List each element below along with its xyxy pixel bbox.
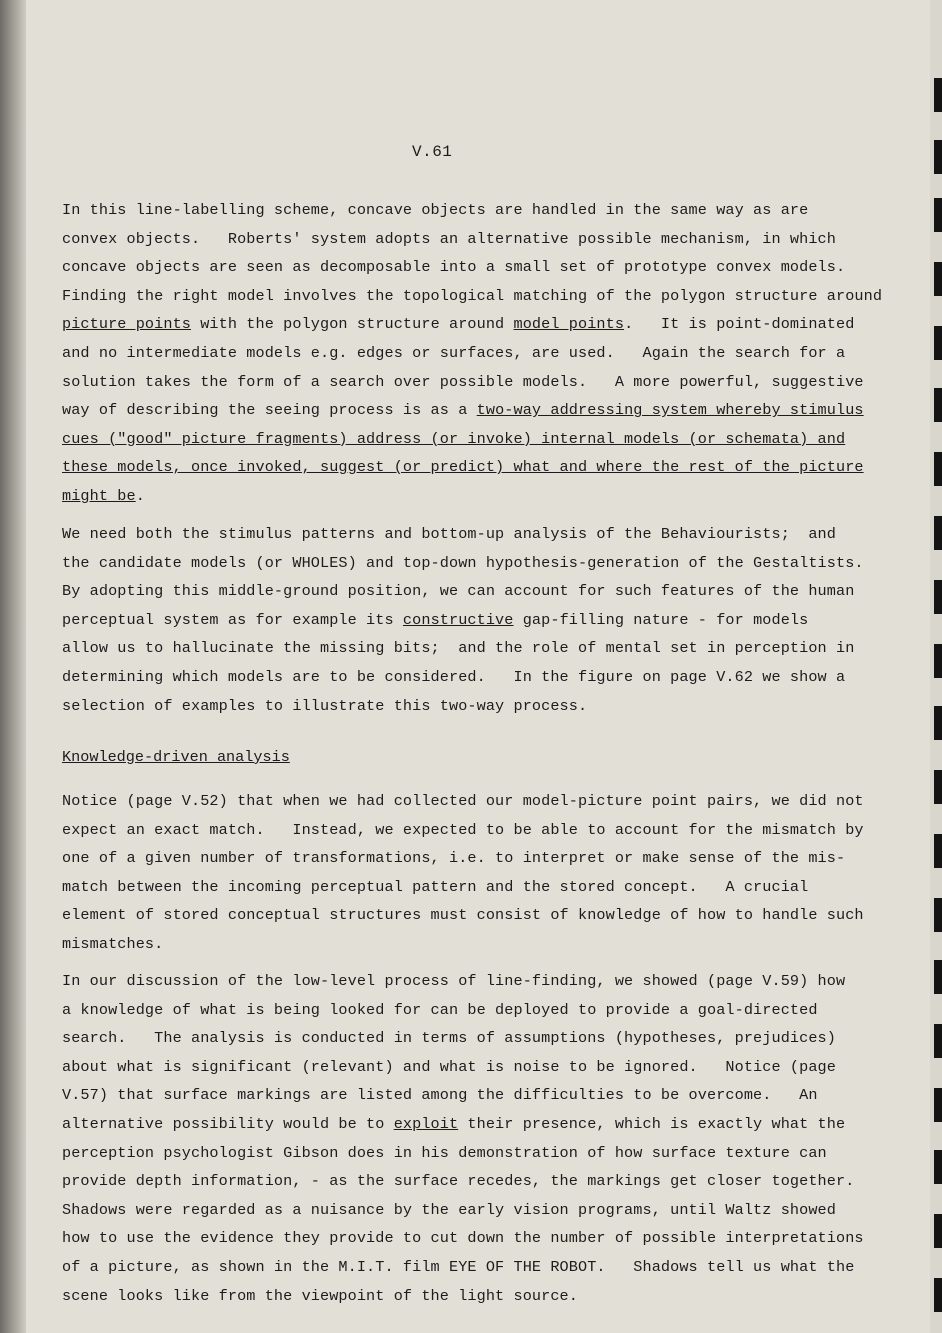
paragraph-mismatch <box>62 787 892 959</box>
index-tab <box>934 262 942 296</box>
paragraph-line-labelling <box>62 196 892 511</box>
text-line: might be. <box>62 486 145 505</box>
index-tabs <box>930 0 942 1333</box>
text-line: element of stored conceptual structures must consist of knowledge of how to handle such <box>62 906 864 925</box>
page-number: V.61 <box>412 143 453 161</box>
text-line <box>62 453 892 482</box>
text-line: V.57) that surface markings are listed among the difficulties to be overcome. An <box>62 1086 818 1105</box>
text-line: selection of examples to illustrate this two-way process. <box>62 696 588 715</box>
text-line: convex objects. Roberts' system adopts an alternative possible mechanism, in which <box>62 229 836 248</box>
text-line: how to use the evidence they provide to cut down the number of possible interpretations <box>62 1229 864 1248</box>
text-line: search. The analysis is conducted in terms of assumptions (hypotheses, prejudices) <box>62 1029 836 1048</box>
text-line: allow us to hallucinate the missing bits; and the role of mental set in perception in <box>62 639 855 658</box>
text-line: mismatches. <box>62 934 164 953</box>
text-line: of a picture, as shown in the M.I.T. film EYE OF THE ROBOT. Shadows tell us what the <box>62 1257 855 1276</box>
paragraph-middle-ground <box>62 520 892 720</box>
text-line: Shadows were regarded as a nuisance by the early vision programs, until Waltz showed <box>62 1200 836 1219</box>
text-line: the candidate models (or WHOLES) and top-down hypothesis-generation of the Gestaltists. <box>62 553 864 572</box>
text-line: concave objects are seen as decomposable into a small set of prototype convex models. <box>62 258 846 277</box>
index-tab <box>934 326 942 360</box>
index-tab <box>934 140 942 174</box>
binding-edge <box>0 0 26 1333</box>
index-tab <box>934 770 942 804</box>
underlined-phrase: exploit <box>393 1114 459 1133</box>
underlined-phrase: picture points <box>62 315 191 334</box>
index-tab <box>934 644 942 678</box>
underlined-phrase: two-way addressing system whereby stimulus <box>476 401 864 420</box>
index-tab <box>934 580 942 614</box>
underlined-phrase: constructive <box>402 610 514 629</box>
text-line: scene looks like from the viewpoint of the light source. <box>62 1286 578 1305</box>
text-line: picture points with the polygon structure around model points. It is point-dominated <box>62 315 855 334</box>
text-line: way of describing the seeing process is as a two-way addressing system whereby stimulus <box>62 401 864 420</box>
text-line: and no intermediate models e.g. edges or surfaces, are used. Again the search for a <box>62 343 846 362</box>
text-line: about what is significant (relevant) and what is noise to be ignored. Notice (page <box>62 1057 836 1076</box>
text-line: In our discussion of the low-level process of line-finding, we showed (page V.59) how <box>62 972 846 990</box>
section-heading: Knowledge-driven analysis <box>62 748 290 766</box>
index-tab <box>934 1150 942 1184</box>
index-tab <box>934 198 942 232</box>
index-tab <box>934 706 942 740</box>
text-line: a knowledge of what is being looked for can be deployed to provide a goal-directed <box>62 1000 818 1019</box>
text-line: perception psychologist Gibson does in his demonstration of how surface texture can <box>62 1143 827 1162</box>
underlined-phrase: model points <box>513 315 625 334</box>
text-line: determining which models are to be considered. In the figure on page V.62 we show a <box>62 667 846 686</box>
paragraph-low-level <box>62 967 892 1310</box>
underlined-phrase: these models, once invoked, suggest (or predict) what and where the rest of the picture <box>62 458 864 477</box>
text-line: provide depth information, - as the surface recedes, the markings get closer together. <box>62 1172 855 1191</box>
underlined-phrase: cues ("good" picture fragments) address (or invoke) internal models (or schemata) and <box>62 429 846 448</box>
text-line <box>62 425 892 454</box>
index-tab <box>934 1278 942 1312</box>
index-tab <box>934 1088 942 1122</box>
text-line: Notice (page V.52) that when we had collected our model-picture point pairs, we did not <box>62 792 864 810</box>
text-line: alternative possibility would be to exploit their presence, which is exactly what the <box>62 1114 846 1133</box>
text-line: one of a given number of transformations, i.e. to interpret or make sense of the mis- <box>62 849 846 868</box>
index-tab <box>934 388 942 422</box>
index-tab <box>934 516 942 550</box>
text-line: perceptual system as for example its constructive gap-filling nature - for models <box>62 610 809 629</box>
index-tab <box>934 1214 942 1248</box>
index-tab <box>934 452 942 486</box>
text-line: expect an exact match. Instead, we expected to be able to account for the mismatch by <box>62 820 864 839</box>
text-line: By adopting this middle-ground position, we can account for such features of the human <box>62 582 855 601</box>
text-line: solution takes the form of a search over possible models. A more powerful, suggestive <box>62 372 864 391</box>
text-line: In this line-labelling scheme, concave objects are handled in the same way as are <box>62 201 809 219</box>
text-line: Finding the right model involves the topological matching of the polygon structure around <box>62 286 883 305</box>
text-line: match between the incoming perceptual pattern and the stored concept. A crucial <box>62 877 809 896</box>
index-tab <box>934 78 942 112</box>
index-tab <box>934 1024 942 1058</box>
underlined-phrase: might be <box>62 486 136 505</box>
index-tab <box>934 898 942 932</box>
text-line: We need both the stimulus patterns and bottom-up analysis of the Behaviourists; and <box>62 525 836 543</box>
index-tab <box>934 834 942 868</box>
index-tab <box>934 960 942 994</box>
